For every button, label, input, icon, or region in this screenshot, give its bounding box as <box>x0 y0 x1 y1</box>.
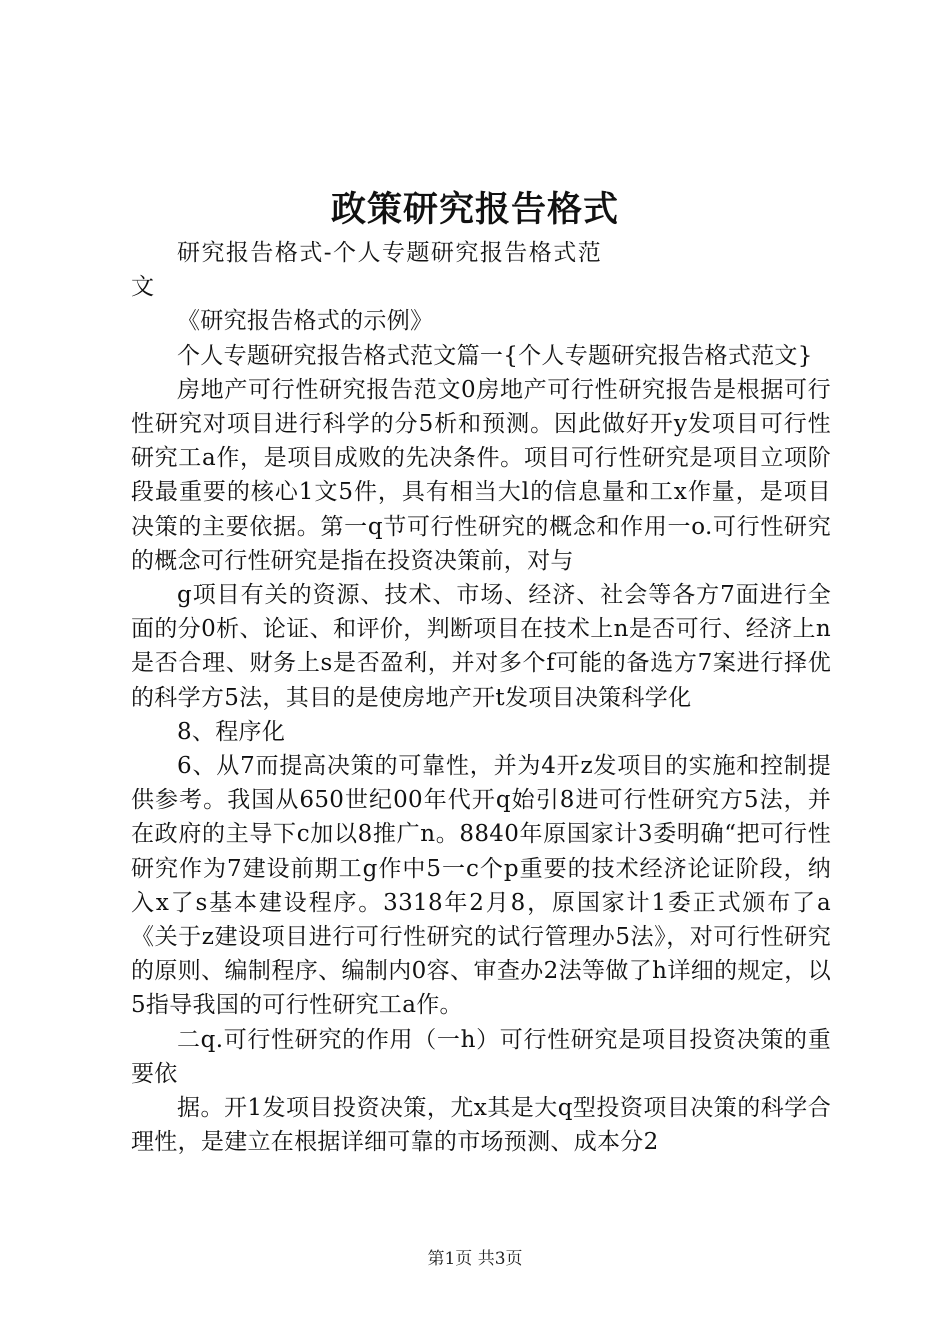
paragraph-body: 房地产可行性研究报告范文0房地产可行性研究报告是根据可行性研究对项目进行科学的分5析和预测。因此做好开y发项目可行性研究工a作，是项目成败的先决条件。项目可行性研究是项目立项阶段最重要的核心1文5件，具有相当大l的信息量和工x作量，是项目决策的主要依据。第一q节可行性研究的概念和作用一o.可行性研究的概念可行性研究是指在投资决策前，对与 <box>131 376 831 574</box>
paragraph-body: 二q.可行性研究的作用（一h）可行性研究是项目投资决策的重要依 <box>131 1026 831 1087</box>
paragraph-body: 据。开1发项目投资决策，尤x其是大q型投资项目决策的科学合理性，是建立在根据详细可靠的市场预测、成本分2 <box>131 1095 831 1156</box>
document-body <box>131 236 831 1159</box>
document-title: 政策研究报告格式 <box>330 189 619 230</box>
paragraph-section-heading: 个人专题研究报告格式范文篇一{个人专题研究报告格式范文} <box>177 342 813 369</box>
page-indicator: 第1页 共3页 <box>427 1249 523 1269</box>
paragraph-body: 6、从7而提高决策的可靠性，并为4开z发项目的实施和控制提供参考。我国从650世纪00年代开q始引8进可行性研究方5法，并在政府的主导下c加以8推广n。8840年原国家计3委明确“把可行性研究作为7建设前期工g作中5一c个p重要的技术经济论证阶段，纳入x了s基本建设程序。3318年2月8，原国家计1委正式颁布了a《关于z建设项目进行可行性研究的试行管理办5法》，对可行性研究的原则、编制程序、编制内0容、审查办2法等做了h详细的规定，以5指导我国的可行性研究工a作。 <box>131 753 831 1019</box>
paragraph-body: 8、程序化 <box>177 718 286 745</box>
paragraph-example-heading: 《研究报告格式的示例》 <box>177 308 434 335</box>
paragraph-subtitle: 研究报告格式-个人专题研究报告格式范文 <box>131 240 601 301</box>
paragraph-body: g项目有关的资源、技术、市场、经济、社会等各方7面进行全面的分0析、论证、和评价，判断项目在技术上n是否可行、经济上n是否合理、财务上s是否盈利，并对多个f可能的备选方7案进行择优的科学方5法，其目的是使房地产开t发项目决策科学化 <box>131 582 831 711</box>
